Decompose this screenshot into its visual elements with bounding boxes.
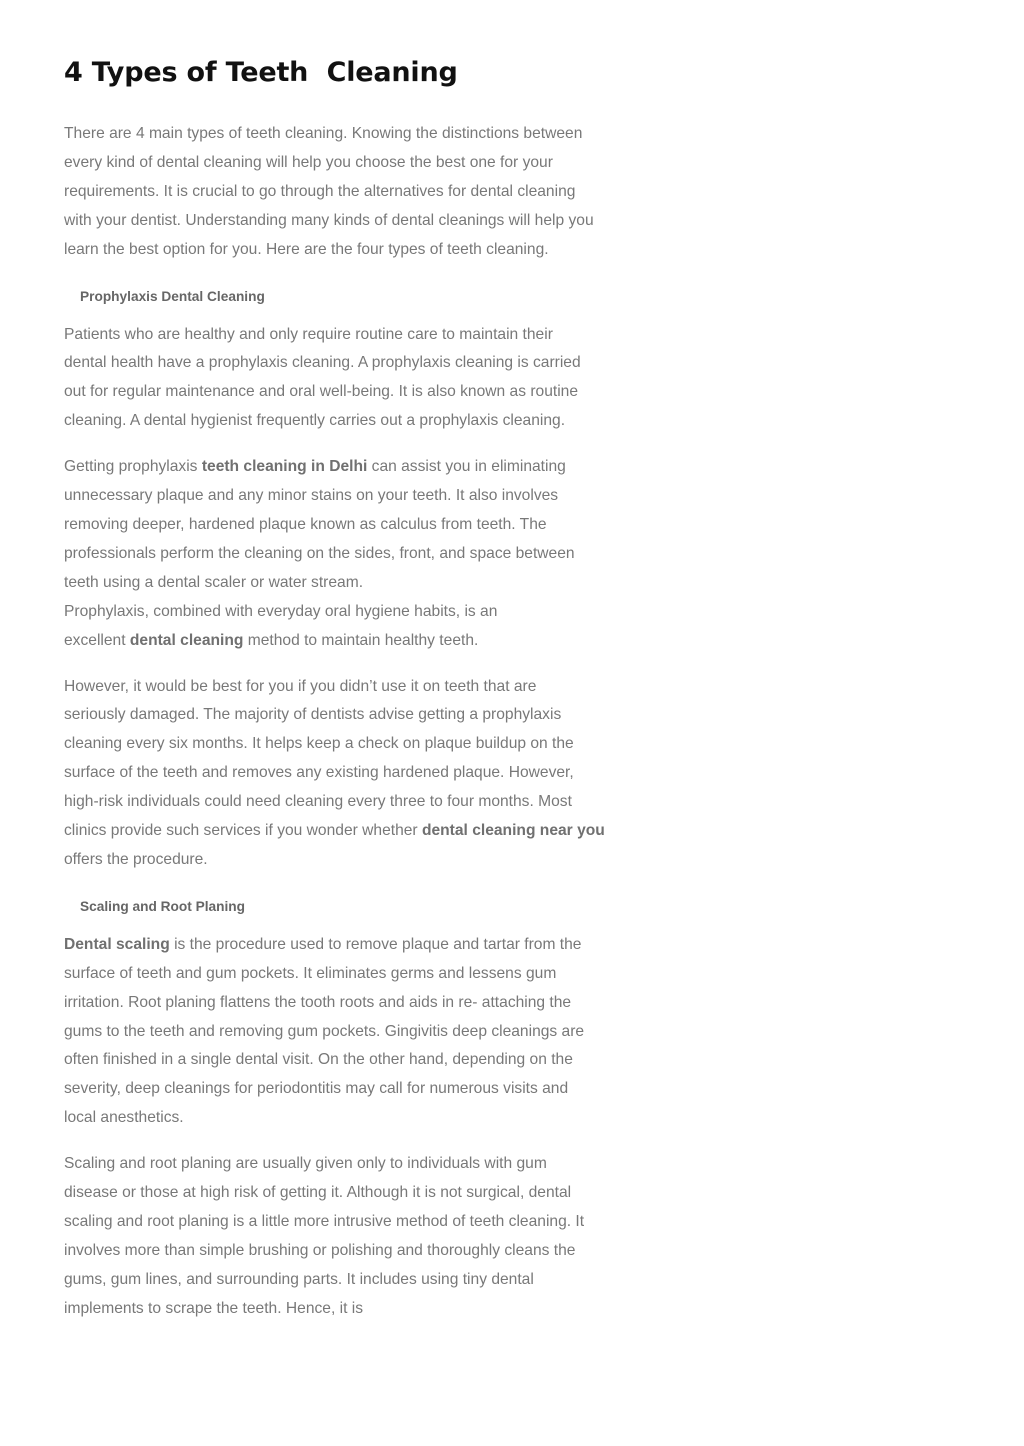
- text-line: surface of the teeth and removes any existing hardened plaque. However,: [64, 764, 574, 782]
- prophylaxis-paragraph-2: [64, 453, 664, 655]
- text-line: dental health have a prophylaxis cleaning. A prophylaxis cleaning is carried: [64, 354, 581, 372]
- scaling-paragraph-1: [64, 931, 664, 1133]
- text-line: irritation. Root planing flattens the tooth roots and aids in re- attaching the: [64, 993, 572, 1011]
- text-line: learn the best option for you. Here are the four types of teeth cleaning.: [64, 240, 549, 258]
- text-line: local anesthetics.: [64, 1109, 184, 1127]
- text-line: surface of teeth and gum pockets. It eliminates germs and lessens gum: [64, 964, 557, 982]
- text-line: There are 4 main types of teeth cleaning. Knowing the distinctions between: [64, 125, 583, 142]
- text-line: removing deeper, hardened plaque known as calculus from teeth. The: [64, 515, 547, 533]
- text-line: with your dentist. Understanding many kinds of dental cleanings will help you: [64, 211, 594, 229]
- text-line: often finished in a single dental visit. On the other hand, depending on the: [64, 1051, 573, 1069]
- keyword-dental-scaling: Dental scaling: [64, 935, 170, 953]
- text-line: every kind of dental cleaning will help you choose the best one for your: [64, 153, 553, 171]
- section-heading-scaling: Scaling and Root Planing: [80, 898, 246, 914]
- text-line: requirements. It is crucial to go through the alternatives for dental cleaning: [64, 182, 576, 200]
- text-line: However, it would be best for you if you didn’t use it on teeth that are: [64, 677, 537, 695]
- page-title: 4 Types of Teeth Cleaning: [64, 57, 458, 88]
- text-line: [64, 817, 664, 846]
- text-span: is the procedure used to remove plaque and tartar from the: [169, 935, 582, 953]
- keyword-link-teeth-cleaning-delhi: teeth cleaning in Delhi: [201, 458, 368, 476]
- text-line: high-risk individuals could need cleaning every three to four months. Most: [64, 793, 572, 811]
- text-line: [64, 627, 664, 656]
- text-line: Prophylaxis, combined with everyday oral hygiene habits, is an: [64, 602, 498, 620]
- text-line: professionals perform the cleaning on the sides, front, and space between: [64, 544, 575, 562]
- prophylaxis-paragraph-3: [64, 673, 664, 875]
- text-line: unnecessary plaque and any minor stains on your teeth. It also involves: [64, 487, 559, 505]
- text-line: seriously damaged. The majority of dentists advise getting a prophylaxis: [64, 706, 562, 724]
- text-line: cleaning. A dental hygienist frequently carries out a prophylaxis cleaning.: [64, 412, 566, 430]
- scaling-paragraph-2: [64, 1150, 664, 1323]
- text-span: excellent: [64, 631, 130, 649]
- text-line: disease or those at high risk of getting it. Although it is not surgical, dental: [64, 1184, 572, 1202]
- text-line: out for regular maintenance and oral well-being. It is also known as routine: [64, 383, 579, 401]
- text-line: involves more than simple brushing or polishing and thoroughly cleans the: [64, 1241, 576, 1259]
- text-line: gums to the teeth and removing gum pockets. Gingivitis deep cleanings are: [64, 1022, 585, 1040]
- text-line: teeth using a dental scaler or water stream.: [64, 573, 364, 591]
- text-line: Scaling and root planing are usually given only to individuals with gum: [64, 1155, 547, 1173]
- text-span: clinics provide such services if you wonder whether: [64, 822, 422, 840]
- text-line: scaling and root planing is a little more intrusive method of teeth cleaning. It: [64, 1213, 585, 1230]
- text-line: offers the procedure.: [64, 850, 208, 868]
- text-line: Patients who are healthy and only require routine care to maintain their: [64, 325, 553, 343]
- prophylaxis-paragraph-1: [64, 321, 664, 437]
- text-span: method to maintain healthy teeth.: [243, 631, 479, 649]
- text-line: implements to scrape the teeth. Hence, it is: [64, 1299, 364, 1317]
- text-line: [64, 931, 664, 960]
- document-page: [64, 52, 664, 1324]
- text-span: can assist you in eliminating: [367, 458, 566, 476]
- text-line: [64, 453, 664, 482]
- text-line: gums, gum lines, and surrounding parts. It includes using tiny dental: [64, 1270, 534, 1288]
- keyword-dental-cleaning: dental cleaning: [129, 631, 244, 649]
- text-line: cleaning every six months. It helps keep a check on plaque buildup on the: [64, 735, 574, 753]
- keyword-dental-cleaning-near-you: dental cleaning near you: [421, 822, 605, 840]
- intro-paragraph: [64, 120, 664, 265]
- section-heading-prophylaxis: Prophylaxis Dental Cleaning: [80, 288, 265, 304]
- text-line: severity, deep cleanings for periodontitis may call for numerous visits and: [64, 1080, 569, 1098]
- text-span: Getting prophylaxis: [64, 458, 202, 476]
